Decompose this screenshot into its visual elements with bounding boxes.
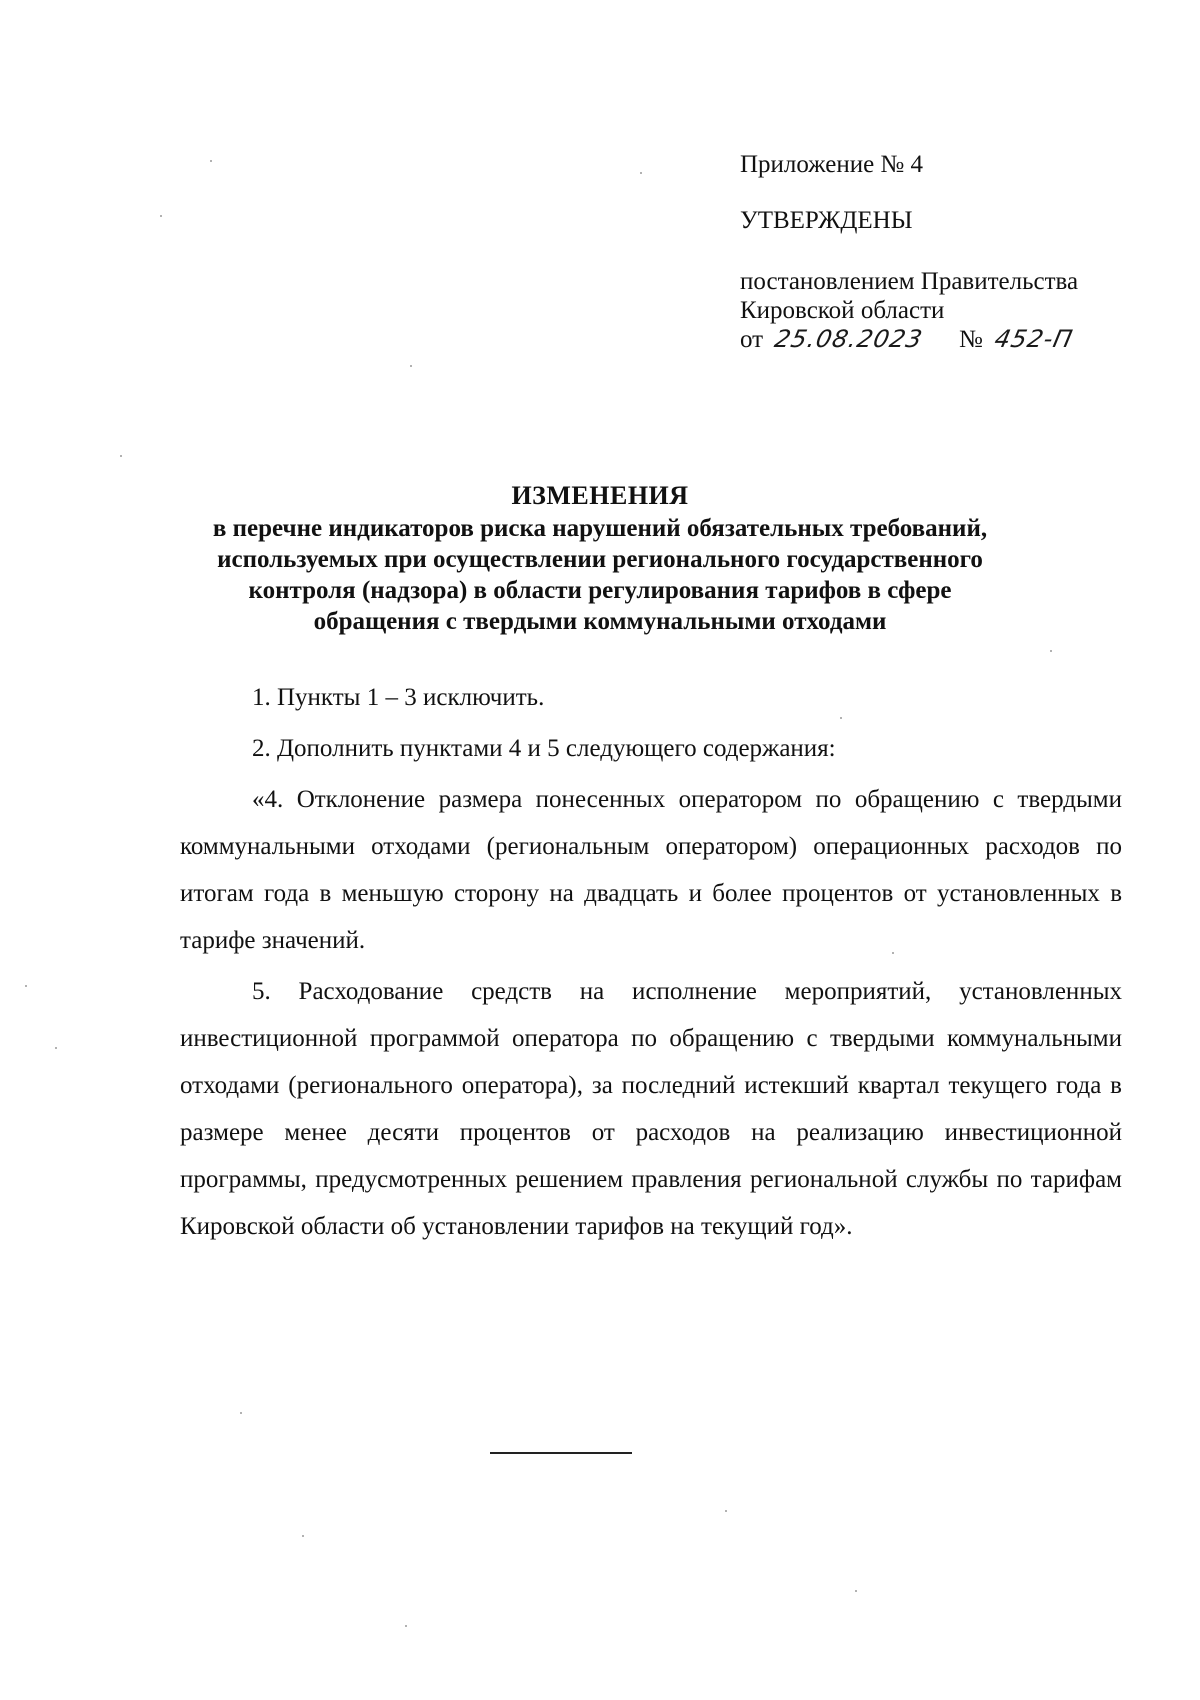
paragraph-item-4: «4. Отклонение размера понесенных оператором по обращению с твердыми коммунальными отходами (региональным оператором) операционных расходов по итогам года в меньшую сторону на двадцать и более процентов от установленных в тарифе значений. bbox=[180, 786, 1122, 954]
appendix-label: Приложение № 4 bbox=[740, 151, 924, 178]
scan-speck bbox=[725, 1510, 727, 1512]
approved-label: УТВЕРЖДЕНЫ bbox=[740, 207, 913, 234]
scan-speck bbox=[160, 215, 162, 217]
closing-rule bbox=[490, 1452, 632, 1454]
scan-speck bbox=[410, 365, 412, 367]
scan-speck bbox=[25, 985, 27, 987]
handwritten-date: 25.08.2023 bbox=[772, 325, 926, 353]
scan-speck bbox=[210, 160, 212, 162]
decree-line-2: Кировской области bbox=[740, 297, 945, 324]
decree-line-1: постановлением Правительства bbox=[740, 268, 1079, 295]
document-subtitle-line-1: в перечне индикаторов риска нарушений обязательных требований, bbox=[212, 515, 988, 542]
document-heading bbox=[180, 480, 1020, 637]
approval-block bbox=[740, 150, 1160, 354]
number-prefix: № bbox=[959, 326, 983, 353]
document-title: ИЗМЕНЕНИЯ bbox=[511, 481, 689, 510]
document-subtitle-line-2: используемых при осуществлении регионального государственного bbox=[217, 546, 983, 573]
scan-speck bbox=[855, 1590, 857, 1592]
scan-speck bbox=[640, 172, 642, 174]
decree-date-number bbox=[740, 325, 1160, 354]
document-subtitle-line-4: обращения с твердыми коммунальными отходами bbox=[313, 608, 887, 635]
scan-speck bbox=[892, 952, 894, 954]
document-subtitle-line-3: контроля (надзора) в области регулирования тарифов в сфере bbox=[248, 577, 952, 604]
document-body bbox=[180, 674, 1122, 1254]
scan-speck bbox=[302, 1535, 304, 1537]
scan-speck bbox=[55, 1047, 57, 1049]
paragraph-item-1: 1. Пункты 1 – 3 исключить. bbox=[252, 684, 545, 711]
scan-speck bbox=[1050, 650, 1052, 652]
scan-speck bbox=[120, 455, 122, 457]
handwritten-number: 452-П bbox=[992, 325, 1076, 353]
scan-speck bbox=[840, 717, 842, 719]
paragraph-item-5: 5. Расходование средств на исполнение мероприятий, установленных инвестиционной программой оператора по обращению с твердыми коммунальными отходами (регионального оператора), за последний истекший квартал текущего года в размере менее десяти процентов от расходов на реализацию инвестиционной программы, предусмотренных решением правления региональной службы по тарифам Кировской области об установлении тарифов на текущий год». bbox=[180, 978, 1122, 1240]
scan-speck bbox=[405, 1625, 407, 1627]
scan-speck bbox=[240, 1412, 242, 1414]
paragraph-item-2: 2. Дополнить пунктами 4 и 5 следующего содержания: bbox=[252, 735, 836, 762]
date-prefix: от bbox=[740, 326, 764, 353]
